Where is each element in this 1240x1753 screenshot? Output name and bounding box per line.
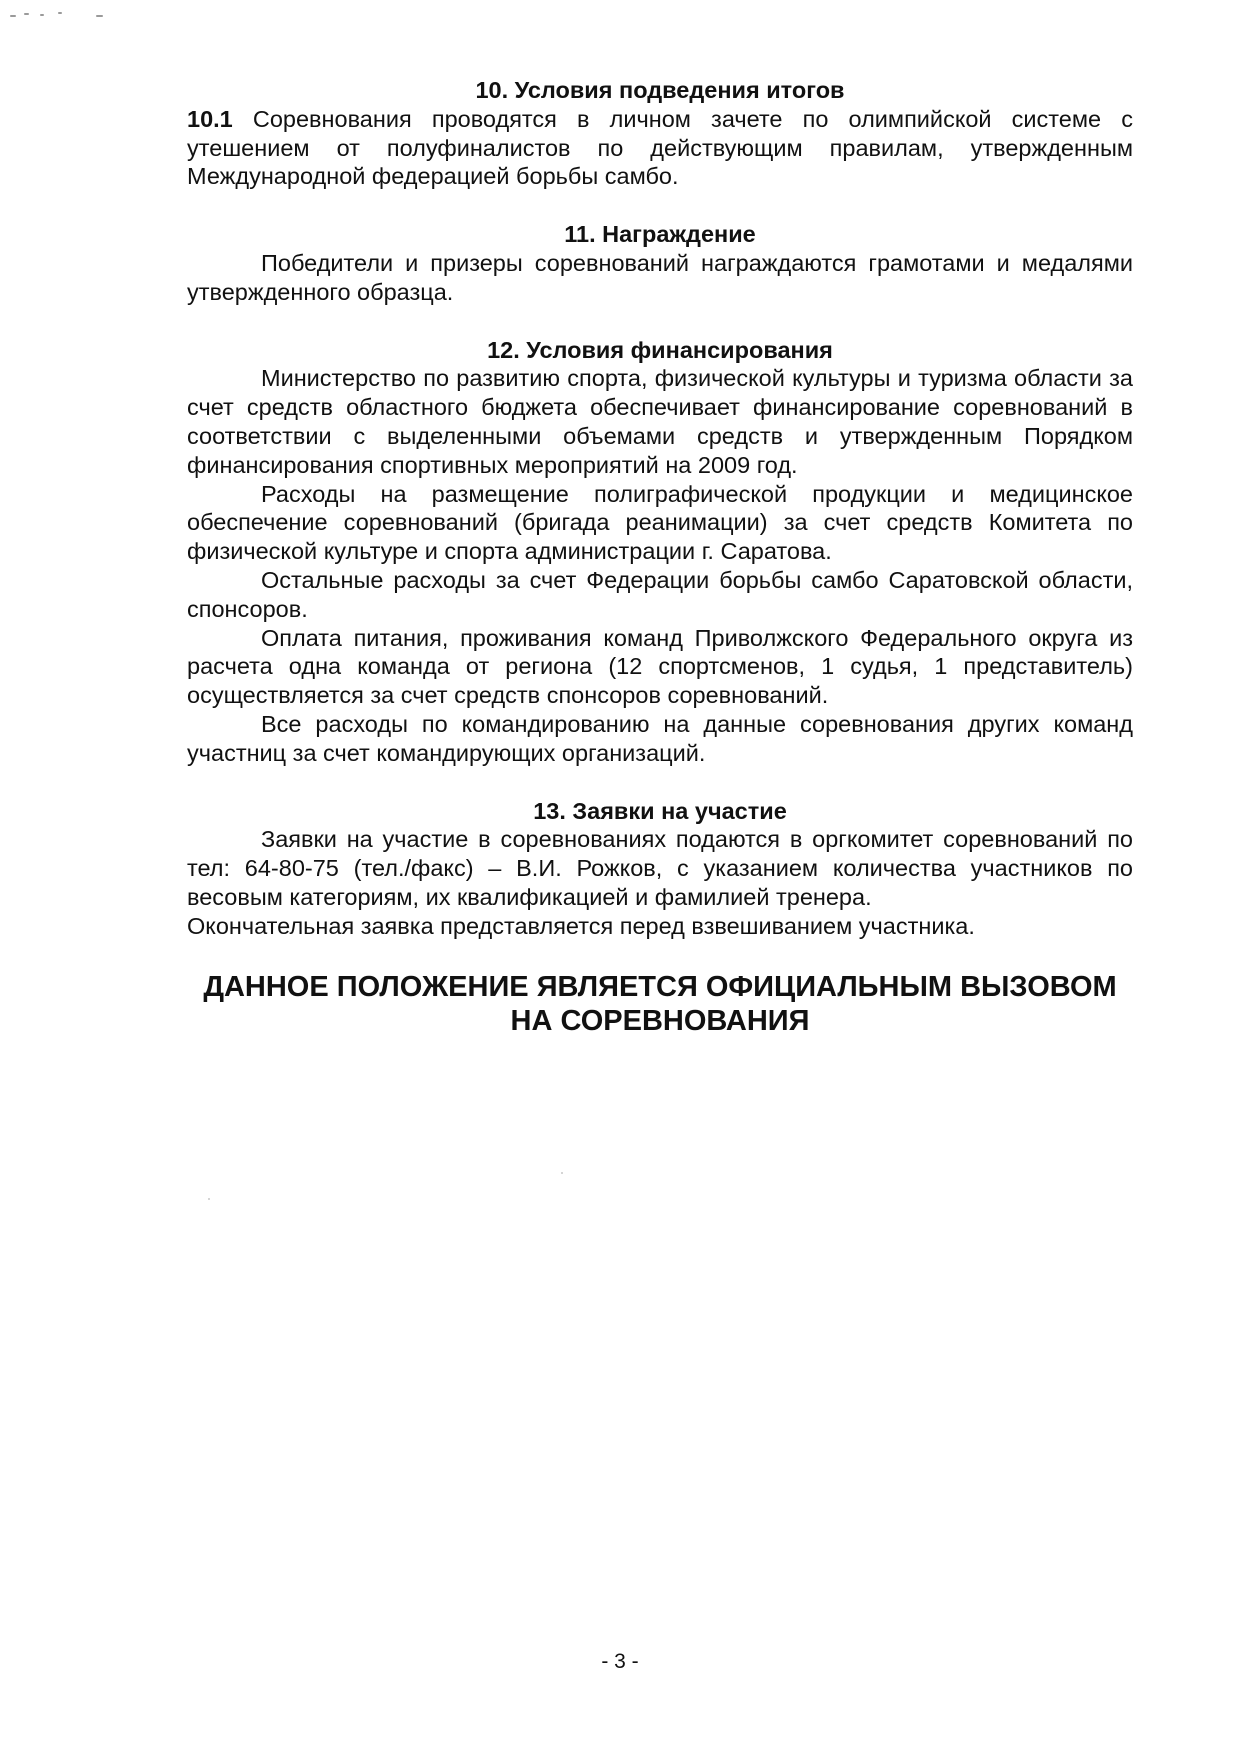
document-page [187, 76, 1133, 1038]
official-call-line-1: ДАННОЕ ПОЛОЖЕНИЕ ЯВЛЯЕТСЯ ОФИЦИАЛЬНЫМ ВЫЗОВОМ [203, 970, 1117, 1003]
section-heading: 10. Условия подведения итогов [475, 77, 845, 103]
section-12 [187, 336, 1133, 768]
section-paragraph: Победители и призеры соревнований награждаются грамотами и медалями утвержденного образца. [187, 249, 1133, 305]
scan-artifact [10, 12, 110, 18]
section-paragraph: Остальные расходы за счет Федерации борьбы самбо Саратовской области, спонсоров. [187, 566, 1133, 622]
section-heading: 11. Награждение [564, 221, 756, 248]
section-paragraph: Все расходы по командированию на данные соревнования других команд участниц за счет командирующих организаций. [187, 710, 1133, 766]
page-number: - 3 - [601, 1650, 639, 1673]
scan-speck [208, 1198, 210, 1200]
official-call-statement [187, 970, 1133, 1038]
section-11 [187, 220, 1133, 306]
section-13 [187, 797, 1133, 941]
section-paragraph: Оплата питания, проживания команд Приволжского Федерального округа из расчета одна команда от региона (12 спортсменов, 1 судья, 1 представитель) осуществляется за счет средств спонсоров соревнований. [187, 624, 1133, 709]
clause-number: 10.1 [187, 105, 233, 132]
section-paragraph: Министерство по развитию спорта, физической культуры и туризма области за счет средств областного бюджета обеспечивает финансирование соревнований в соответствии с выделенными объемами средств и утвержденным Порядком финансирования спортивных мероприятий на 2009 год. [187, 365, 1133, 478]
section-paragraph: Заявки на участие в соревнованиях подаются в оргкомитет соревнований по тел: 64-80-75 (тел./факс) – В.И. Рожков, с указанием количества участников по весовым категориям, их квалификацией и фамилией тренера. [187, 826, 1133, 910]
section-heading: 13. Заявки на участие [533, 797, 787, 824]
section-heading: 12. Условия финансирования [487, 336, 833, 363]
section-10 [187, 76, 1133, 191]
section-paragraph: Расходы на размещение полиграфической продукции и медицинское обеспечение соревнований (бригада реанимации) за счет средств Комитета по физической культуре и спорта администрации г. Саратова. [187, 480, 1133, 565]
final-application-line: Окончательная заявка представляется перед взвешиванием участника. [187, 912, 975, 939]
scan-speck [561, 1172, 563, 1174]
section-paragraph [187, 105, 1133, 191]
official-call-line-2: НА СОРЕВНОВАНИЯ [510, 1004, 810, 1037]
clause-text: Соревнования проводятся в личном зачете по олимпийской системе с утешением от полуфиналистов по действующим правилам, утвержденным Международной федерацией борьбы самбо. [187, 105, 1133, 190]
